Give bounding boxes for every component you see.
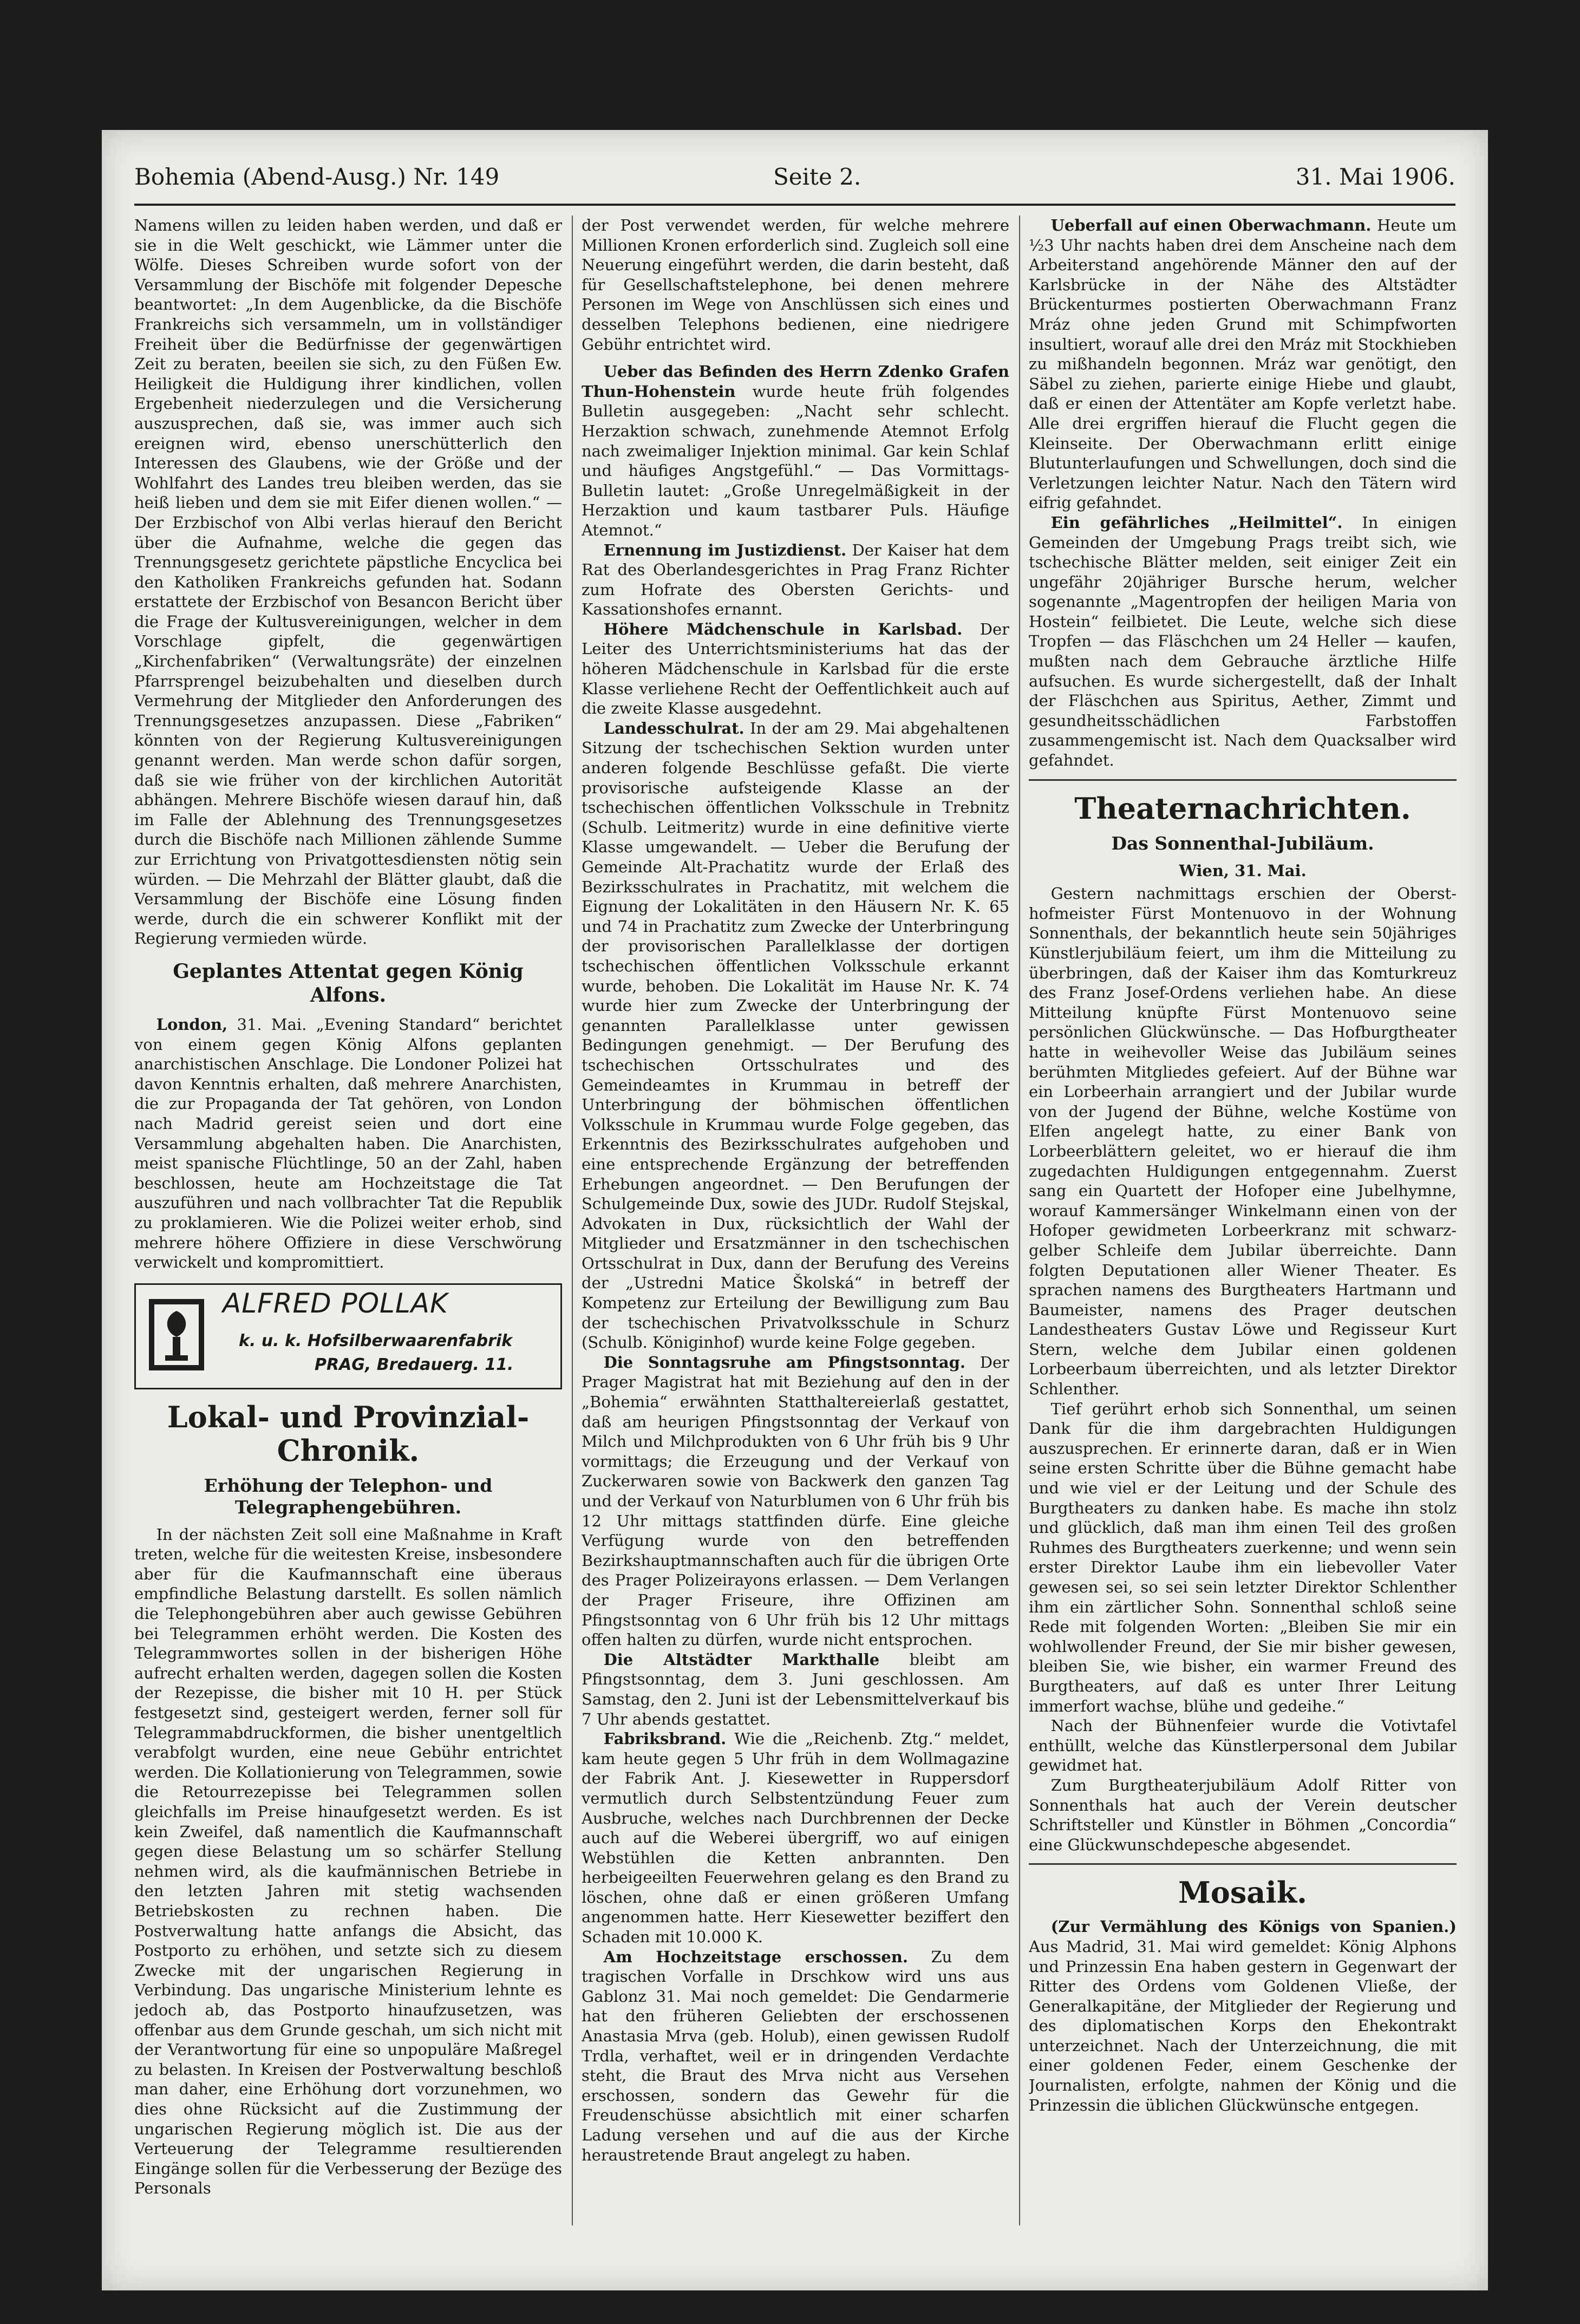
article-landesschulrat: [582, 719, 1009, 1353]
article-thun-text: wurde heute früh folgendes Bulletin ausgegeben: „Nacht sehr schlecht. Herzaktion schwach, zunehmende Atemnot Erfolg nach zweimaliger Injektion minimal. Gar kein Schlaf und häufiges Angstgefühl.“ — Das Vormittags-Bulletin lautet: „Große Unregelmäßigkeit in der Herzaktion und kaum tastbarer Puls. Häufige Atemnot.“: [582, 382, 1009, 539]
headline-hochzeitstag: Am Hochzeitstage erschossen.: [603, 1947, 908, 1966]
article-telephon-continued: der Post verwendet werden, für welche mehrere Millionen Kronen erforderlich sind. Zugleich soll eine Neuerung eingeführt werden, die darin besteht, daß für Gesellschaftstelephone, bei denen mehrere Personen im Wege von Anschlüssen sich eines und desselben Telephons bedienen, eine niedrigere Gebühr entrichtet wird.: [582, 216, 1009, 354]
headline-landesschulrat: Landesschulrat.: [603, 719, 745, 737]
headline-mosaik: (Zur Vermählung des Königs von Spanien.): [1050, 1917, 1457, 1936]
dateline-london: London,: [156, 1015, 228, 1034]
headline-ueberfall: Ueberfall auf einen Oberwachmann.: [1050, 216, 1372, 234]
headline-maedchenschule: Höhere Mädchenschule in Karlsbad.: [603, 619, 963, 638]
article-ernennung: [582, 540, 1009, 619]
article-sonnenthal-4: Zum Burgtheaterjubiläum Adolf Ritter von Sonnenthals hat auch der Verein deutscher Schriftsteller und Künstler in Böhmen „Concordia“ eine Glückwunschdepesche abgesendet.: [1029, 1775, 1457, 1854]
section-rule: [1029, 779, 1457, 781]
headline-thun: Ueber das Befinden des Herrn Zdenko Grafen Thun-Hohenstein: [582, 362, 1009, 401]
article-markthalle: [582, 1650, 1009, 1729]
advertiser-trade: k. u. k. Hofsilberwaarenfabrik: [239, 1331, 513, 1350]
page-number: Seite 2.: [773, 164, 861, 190]
article-maedchenschule: [582, 619, 1009, 719]
column-divider: [1019, 216, 1020, 2225]
section-title-chronik: Lokal- und Provinzial-Chronik.: [167, 1399, 530, 1468]
column-divider: [572, 216, 573, 2225]
article-hochzeitstag: [582, 1947, 1009, 2165]
issue-date: 31. Mai 1906.: [1295, 164, 1455, 190]
advertisement-pollak: [134, 1283, 562, 1389]
headline-ernennung: Ernennung im Justizdienst.: [603, 540, 847, 559]
masthead-title: Bohemia (Abend-Ausg.) Nr. 149: [134, 164, 500, 190]
newspaper-page: [102, 130, 1488, 2290]
column-3: [1029, 216, 1457, 2225]
article-ueberfall-text: Heute um ½3 Uhr nachts haben drei dem Anscheine nach dem Arbeiterstand angehörende Männer den auf der Karlsbrücke in der Nähe des Altstädter Brückenturmes postierten Oberwachmann Franz Mráz ohne jeden Grund mit Schimpfworten insultiert, worauf alle drei den Mráz mit Stockhieben zu mißhandeln begonnen. Mráz war genötigt, den Säbel zu ziehen, parierte einige Hiebe und glaubt, daß er einen der Attentäter am Kopfe verletzt habe. Alle drei ergriffen hierauf die Flucht gegen die Kleinseite. Der Oberwachmann erlitt einige Blutunterlaufungen und Schwellungen, doch sind die Verletzungen leichter Natur. Nach den Tätern wird eifrig gefahndet.: [1029, 216, 1457, 512]
headline-telephon: Erhöhung der Telephon- und Telegraphengebühren.: [204, 1474, 493, 1518]
article-maedchenschule-text: Der Leiter des Unterrichtsministeriums hat das der höheren Mädchenschule in Karlsbad für die erste Klasse verliehene Recht der Oeffentlichkeit auch auf die zweite Klasse ausgedehnt.: [582, 619, 1009, 718]
headline-attentat: Geplantes Attentat gegen König Alfons.: [173, 959, 524, 1007]
article-fabriksbrand-text: Wie die „Reichenb. Ztg.“ meldet, kam heute gegen 5 Uhr früh in dem Wollmagazine der Fabrik Ant. J. Kiesewetter in Ruppersdorf vermutlich durch Selbstentzündung Feuer zum Ausbruche, welches nach Durchbrennen der Decke auch auf die Weberei übergriff, wo auf einigen Webstühlen die Ketten anbrannten. Den herbeigeeilten Feuerwehren gelang es den Brand zu löschen, ohne daß er einen größeren Umfang angenommen hatte. Herr Kiesewetter beziffert den Schaden mit 10.000 K.: [582, 1729, 1009, 1947]
advertiser-address: PRAG, Bredauerg. 11.: [315, 1355, 514, 1374]
headline-sonnenthal: Das Sonnenthal-Jubiläum.: [1111, 832, 1374, 854]
article-mosaik: [1029, 1917, 1457, 2115]
column-2: [582, 216, 1009, 2225]
article-fabriksbrand: [582, 1729, 1009, 1947]
article-attentat-text: 31. Mai. „Evening Standard“ berichtet von einem gegen König Alfons geplanten anarchistischen Anschlage. Die Londoner Polizei hat davon Kenntnis erhalten, daß mehrere Anarchisten, die zur Propaganda der Tat gehören, von London nach Madrid gereist seien und dort eine Versammlung abgehalten haben. Die Anarchisten, meist spanische Flüchtlinge, 50 an der Zahl, haben beschlossen, heute am Hochzeitstage die Tat auszuführen und nach vollbrachter Tat die Republik zu proklamieren. Wie die Polizei weiter erhob, sind mehrere höhere Offiziere in diese Verschwörung verwickelt und kompromittiert.: [134, 1015, 562, 1272]
article-sonnenthal-3: Nach der Bühnenfeier wurde die Votivtafel enthüllt, welche das Künstlerpersonal dem Jubilar gewidmet hat.: [1029, 1716, 1457, 1775]
article-mosaik-text: Aus Madrid, 31. Mai wird gemeldet: König Alphons und Prinzessin Ena haben gestern in Gegenwart der Ritter des Ordens vom Goldenen Vließe, der Generalkapitäne, der Mitglieder der Regierung und des diplomatischen Korps den Ehekontrakt unterzeichnet. Nach der Unterzeichnung, die mit einer goldenen Feder, einem Geschenke der Journalisten, erfolgte, nahmen der König und die Prinzessin die üblichen Glückwünsche entgegen.: [1029, 1937, 1457, 2114]
headline-fabriksbrand: Fabriksbrand.: [603, 1729, 727, 1748]
advertiser-name: ALFRED POLLAK: [223, 1287, 448, 1319]
article-ueberfall: [1029, 216, 1457, 513]
article-sonntagsruhe-text: Der Prager Magistrat hat mit Beziehung auf den in der „Bohemia“ erwähnten Statthaltereierlaß gestattet, daß am heurigen Pfingstsonntag der Verkauf von Milch und Milchprodukten von 6 Uhr früh bis 9 Uhr vormittags; die Erzeugung und der Verkauf von Zuckerwaren sowie von Backwerk den ganzen Tag und der Verkauf von Naturblumen von 6 Uhr früh bis 12 Uhr mittags stattfinden dürfe. Eine gleiche Verfügung wurde von den betreffenden Bezirkshauptmannschaften auch für die übrigen Orte des Prager Polizeirayons erlassen. — Dem Verlangen der Prager Friseure, ihre Offizinen am Pfingstsonntag von 6 Uhr früh bis 12 Uhr mittags offen halten zu dürfen, wurde nicht entsprochen.: [582, 1353, 1009, 1649]
jeweler-logo-icon: [147, 1297, 206, 1373]
article-sonnenthal-2: Tief gerührt erhob sich Sonnenthal, um seinen Dank für die ihm dargebrachten Huldigungen auszusprechen. Er erinnerte daran, daß er in Wien seine ersten Schritte über die Bühne gemacht habe und wie viel er der Leitung und der Schule des Burgtheaters zu danken habe. Es mache ihn stolz und glücklich, daß man ihm einen Teil des großen Ruhmes des Burgtheaters zuerkenne; und wenn sein erster Direktor Laube ihm ein liebevoller Vater gewesen sei, so sei sein letzter Direktor Schlenther ihm ein zärtlicher Sohn. Sonnenthal schloß seine Rede mit folgenden Worten: „Bleiben Sie mir ein wohlwollender Freund, der Sie mir bisher gewesen, bleiben Sie, wie bisher, ein warmer Freund des Burgtheaters, auf daß es unter Ihrer Leitung immerfort wachse, blühe und gedeihe.“: [1029, 1399, 1457, 1715]
article-telephon: In der nächsten Zeit soll eine Maßnahme in Kraft treten, welche für die weitesten Kreise, insbesondere aber für die Kaufmannschaft eine überaus empfindliche Belastung darstellt. Es sollen nämlich die Telephongebühren aber auch gewisse Gebühren bei Telegrammen erhöht werden. Die Kosten des Telegrammwortes sollen in der bisherigen Höhe aufrecht erhalten werden, dagegen sollen die Kosten der Rezepisse, die bisher mit 10 H. per Stück festgesetzt sind, gesteigert werden, ferner soll für Telegrammabdruckformen, die bisher unentgeltlich verabfolgt wurden, eine neue Gebühr entrichtet werden. Die Kollationierung von Telegrammen, sowie die Retourrezepisse bei Telegrammen sollen gleichfalls im Preise hinaufgesetzt werden. Es ist kein Zweifel, daß namentlich die Kaufmannschaft gegen diese Belastung um so schärfer Stellung nehmen wird, als die kaufmännischen Betriebe in den letzten Jahren mit stetig wachsenden Betriebskosten zu rechnen haben. Die Postverwaltung hatte anfangs die Absicht, das Postporto zu erhöhen, und setzte sich zu diesem Zwecke mit der ungarischen Regierung in Verbindung. Das ungarische Ministerium lehnte es jedoch ab, das Postporto hinaufzusetzen, was offenbar aus dem Grunde geschah, um sich nicht mit der Verantwortung für eine so unpopuläre Maßregel zu belasten. In Kreisen der Postverwaltung beschloß man daher, eine Erhöhung dort vorzunehmen, wo dies ohne Rücksicht auf die Zustimmung der ungarischen Regierung möglich ist. Die aus der Verteuerung der Telegramme resultierenden Eingänge sollen für die Verbesserung der Bezüge des Personals: [134, 1525, 562, 2198]
article-sonntagsruhe: [582, 1353, 1009, 1650]
article-thun: [582, 362, 1009, 540]
headline-sonntagsruhe: Die Sonntagsruhe am Pfingstsonntag.: [603, 1353, 965, 1372]
dateline-wien: Wien, 31. Mai.: [1179, 861, 1307, 880]
article-attentat: [134, 1015, 562, 1272]
article-bishops-continued: Namens willen zu leiden haben werden, und daß er sie in die Welt geschickt, wie Lämmer unter die Wölfe. Dieses Schreiben wurde sofort von der Versammlung der Bischöfe mit folgender Depesche beantwortet: „In dem Augenblicke, da die Bischöfe Frankreichs sich versammeln, um in vollständiger Freiheit über die Bedürfnisse der gegenwärtigen Zeit zu beraten, beeilen sie sich, zu den Füßen Ew. Heiligkeit die Huldigung ihrer kindlichen, vollen Ergebenheit niederzulegen und die Versicherung auszusprechen, daß sie, was immer auch sich ereignen wird, ebenso unerschütterlich den Interessen des Glaubens, wie der Größe und der Wohlfahrt des Landes treu bleiben werden, das sie heiß lieben und dem sie mit Eifer dienen wollen.“ — Der Erzbischof von Albi verlas hierauf den Bericht über die Aufnahme, welche die gegen das Trennungsgesetz gerichtete päpstliche Encyclica bei den Katholiken Frankreichs gefunden hat. Sodann erstattete der Erzbischof von Besancon Bericht über die Frage der Kultusvereinigungen, welcher in dem Vorschlage gipfelt, die gegenwärtigen „Kirchenfabriken“ (Verwaltungsräte) der einzelnen Pfarrsprengel beizubehalten und dieselben durch Vermehrung der Mitglieder den Anforderungen des Trennungsgesetzes anzupassen. Diese „Fabriken“ könnten von der Regierung Kultusvereinigungen genannt werden. Man werde schon dafür sorgen, daß sie wie früher von der kirchlichen Autorität abhängen. Mehrere Bischöfe wiesen darauf hin, daß im Falle der Ablehnung des Trennungsgesetzes durch die Bischöfe nach Millionen zählende Summe zur Errichtung von Privatgottesdiensten nötig sein würden. — Die Mehrzahl der Blätter glaubt, daß die Versammlung der Bischöfe eine Lösung finden werde, durch die ein schwerer Konflikt mit der Regierung vermieden würde.: [134, 216, 562, 948]
headline-markthalle: Die Altstädter Markthalle: [603, 1650, 880, 1669]
column-1: [134, 216, 562, 2225]
article-ernennung-text: Der Kaiser hat dem Rat des Oberlandesgerichtes in Prag Franz Richter zum Hofrate des Obersten Gerichts- und Kassationshofes ernannt.: [582, 540, 1009, 619]
headline-heilmittel: Ein gefährliches „Heilmittel“.: [1050, 513, 1343, 532]
section-rule: [1029, 1863, 1457, 1865]
article-markthalle-text: bleibt am Pfingstsonntag, dem 3. Juni geschlossen. Am Samstag, den 2. Juni ist der Lebensmittelverkauf bis 7 Uhr abends gestattet.: [582, 1650, 1009, 1728]
section-title-mosaik: Mosaik.: [1178, 1875, 1307, 1910]
article-heilmittel: [1029, 513, 1457, 771]
header-rule: [134, 204, 1455, 206]
page-header: [134, 164, 1455, 201]
article-sonnenthal-1: Gestern nachmittags erschien der Oberst-hofmeister Fürst Montenuovo in der Wohnung Sonnenthals, der bekanntlich heute sein 50jähriges Künstlerjubiläum feiert, um ihm die Mitteilung zu überbringen, daß der Kaiser ihm das Komturkreuz des Franz Josef-Ordens verliehen habe. An diese Mitteilung knüpfte Fürst Montenuovo seine persönlichen Glückwünsche. — Das Hofburgtheater hatte in weihevoller Weise das Jubiläum seines berühmten Mitgliedes gefeiert. Auf der Bühne war ein Lorbeerhain arrangiert und der Jubilar wurde von der Jugend der Bühne, welche Kostüme von Elfen angelegt hatte, zu einer Bank von Lorbeerblättern geleitet, wo er hierauf die ihm zugedachten Huldigungen entgegennahm. Zuerst sang ein Quartett der Hofoper eine Jubelhymne, worauf Kammersänger Winkelmann einen von der Hofoper gewidmeten Lorbeerkranz mit schwarz-gelber Schleife dem Jubilar überreichte. Dann folgten Deputationen aller Wiener Theater. Es sprachen namens des Burgtheaters Hartmann und Baumeister, namens des Prager deutschen Landestheaters Gustav Löwe und Regisseur Kurt Stern, welche dem Jubilar einen goldenen Lorbeerbaum überreichten, und als letzter Direktor Schlenther.: [1029, 884, 1457, 1399]
section-title-theater: Theaternachrichten.: [1074, 791, 1411, 826]
article-heilmittel-text: In einigen Gemeinden der Umgebung Prags treibt sich, wie tschechische Blätter melden, seit einiger Zeit ein ungefähr 20jähriger Bursche herum, welcher sogenannte „Magentropfen der heiligen Maria von Hostein“ feilbietet. Die Leute, welche sich diese Tropfen — das Fläschchen um 24 Heller — kaufen, mußten nach dem Gebrauche ärztliche Hilfe aufsuchen. Es wurde sichergestellt, daß der Inhalt der Fläschchen aus Spiritus, Aether, Zimmt und gesundheitsschädlichen Farbstoffen zusammengemischt ist. Nach dem Quacksalber wird gefahndet.: [1029, 513, 1457, 770]
article-hochzeitstag-text: Zu dem tragischen Vorfalle in Drschkow wird uns aus Gablonz 31. Mai noch gemeldet: Die Gendarmerie hat den früheren Geliebten der erschossenen Anastasia Mrva (geb. Holub), einen gewissen Rudolf Trdla, verhaftet, weil er in dringenden Verdachte steht, die Braut des Mrva nicht aus Versehen erschossen, sondern das Gewehr für die Freudenschüsse absichtlich mit einer scharfen Ladung versehen und auf die aus der Kirche heraustretende Braut angelegt zu haben.: [582, 1947, 1009, 2164]
article-landesschulrat-text: In der am 29. Mai abgehaltenen Sitzung der tschechischen Sektion wurden unter anderen folgende Beschlüsse gefaßt. Die vierte provisorische aufsteigende Klasse an der tschechischen öffentlichen Volksschule in Trebnitz (Schulb. Leitmeritz) wurde in eine definitive vierte Klasse umgewandelt. — Ueber die Berufung der Gemeinde Alt-Prachatitz wurde der Erlaß des Bezirksschulrates in Prachatitz, mit welchem die Eignung der Lokalitäten in den Häusern Nr. K. 65 und 74 in Prachatitz zum Zwecke der Unterbringung der provisorischen Parallelklasse der dortigen tschechischen öffentlichen Volksschule erkannt wurde, behoben. Die Lokalität im Hause Nr. K. 74 wurde hier zum Zwecke der Unterbringung der genannten Parallelklasse unter gewissen Bedingungen genehmigt. — Der Berufung des tschechischen Ortsschulrates und des Gemeindeamtes in Krummau in betreff der Unterbringung der böhmischen öffentlichen Volksschule in Krummau wurde Folge gegeben, das Erkenntnis des Bezirksschulrates aufgehoben und eine entsprechende Ergänzung der betreffenden Erhebungen angeordnet. — Den Berufungen der Schulgemeinde Dux, sowie des JUDr. Rudolf Stejskal, Advokaten in Dux, rücksichtlich der Wahl der Mitglieder und Ersatzmänner in den tschechischen Ortsschulrat in Dux, dann der Berufung des Vereins der „Ustredni Matice Školská“ in betreff der Kompetenz zur Erteilung der Bewilligung zum Bau der tschechischen Privatvolksschule in Schurz (Schulb. Königinhof) wurde keine Folge gegeben.: [582, 719, 1009, 1352]
